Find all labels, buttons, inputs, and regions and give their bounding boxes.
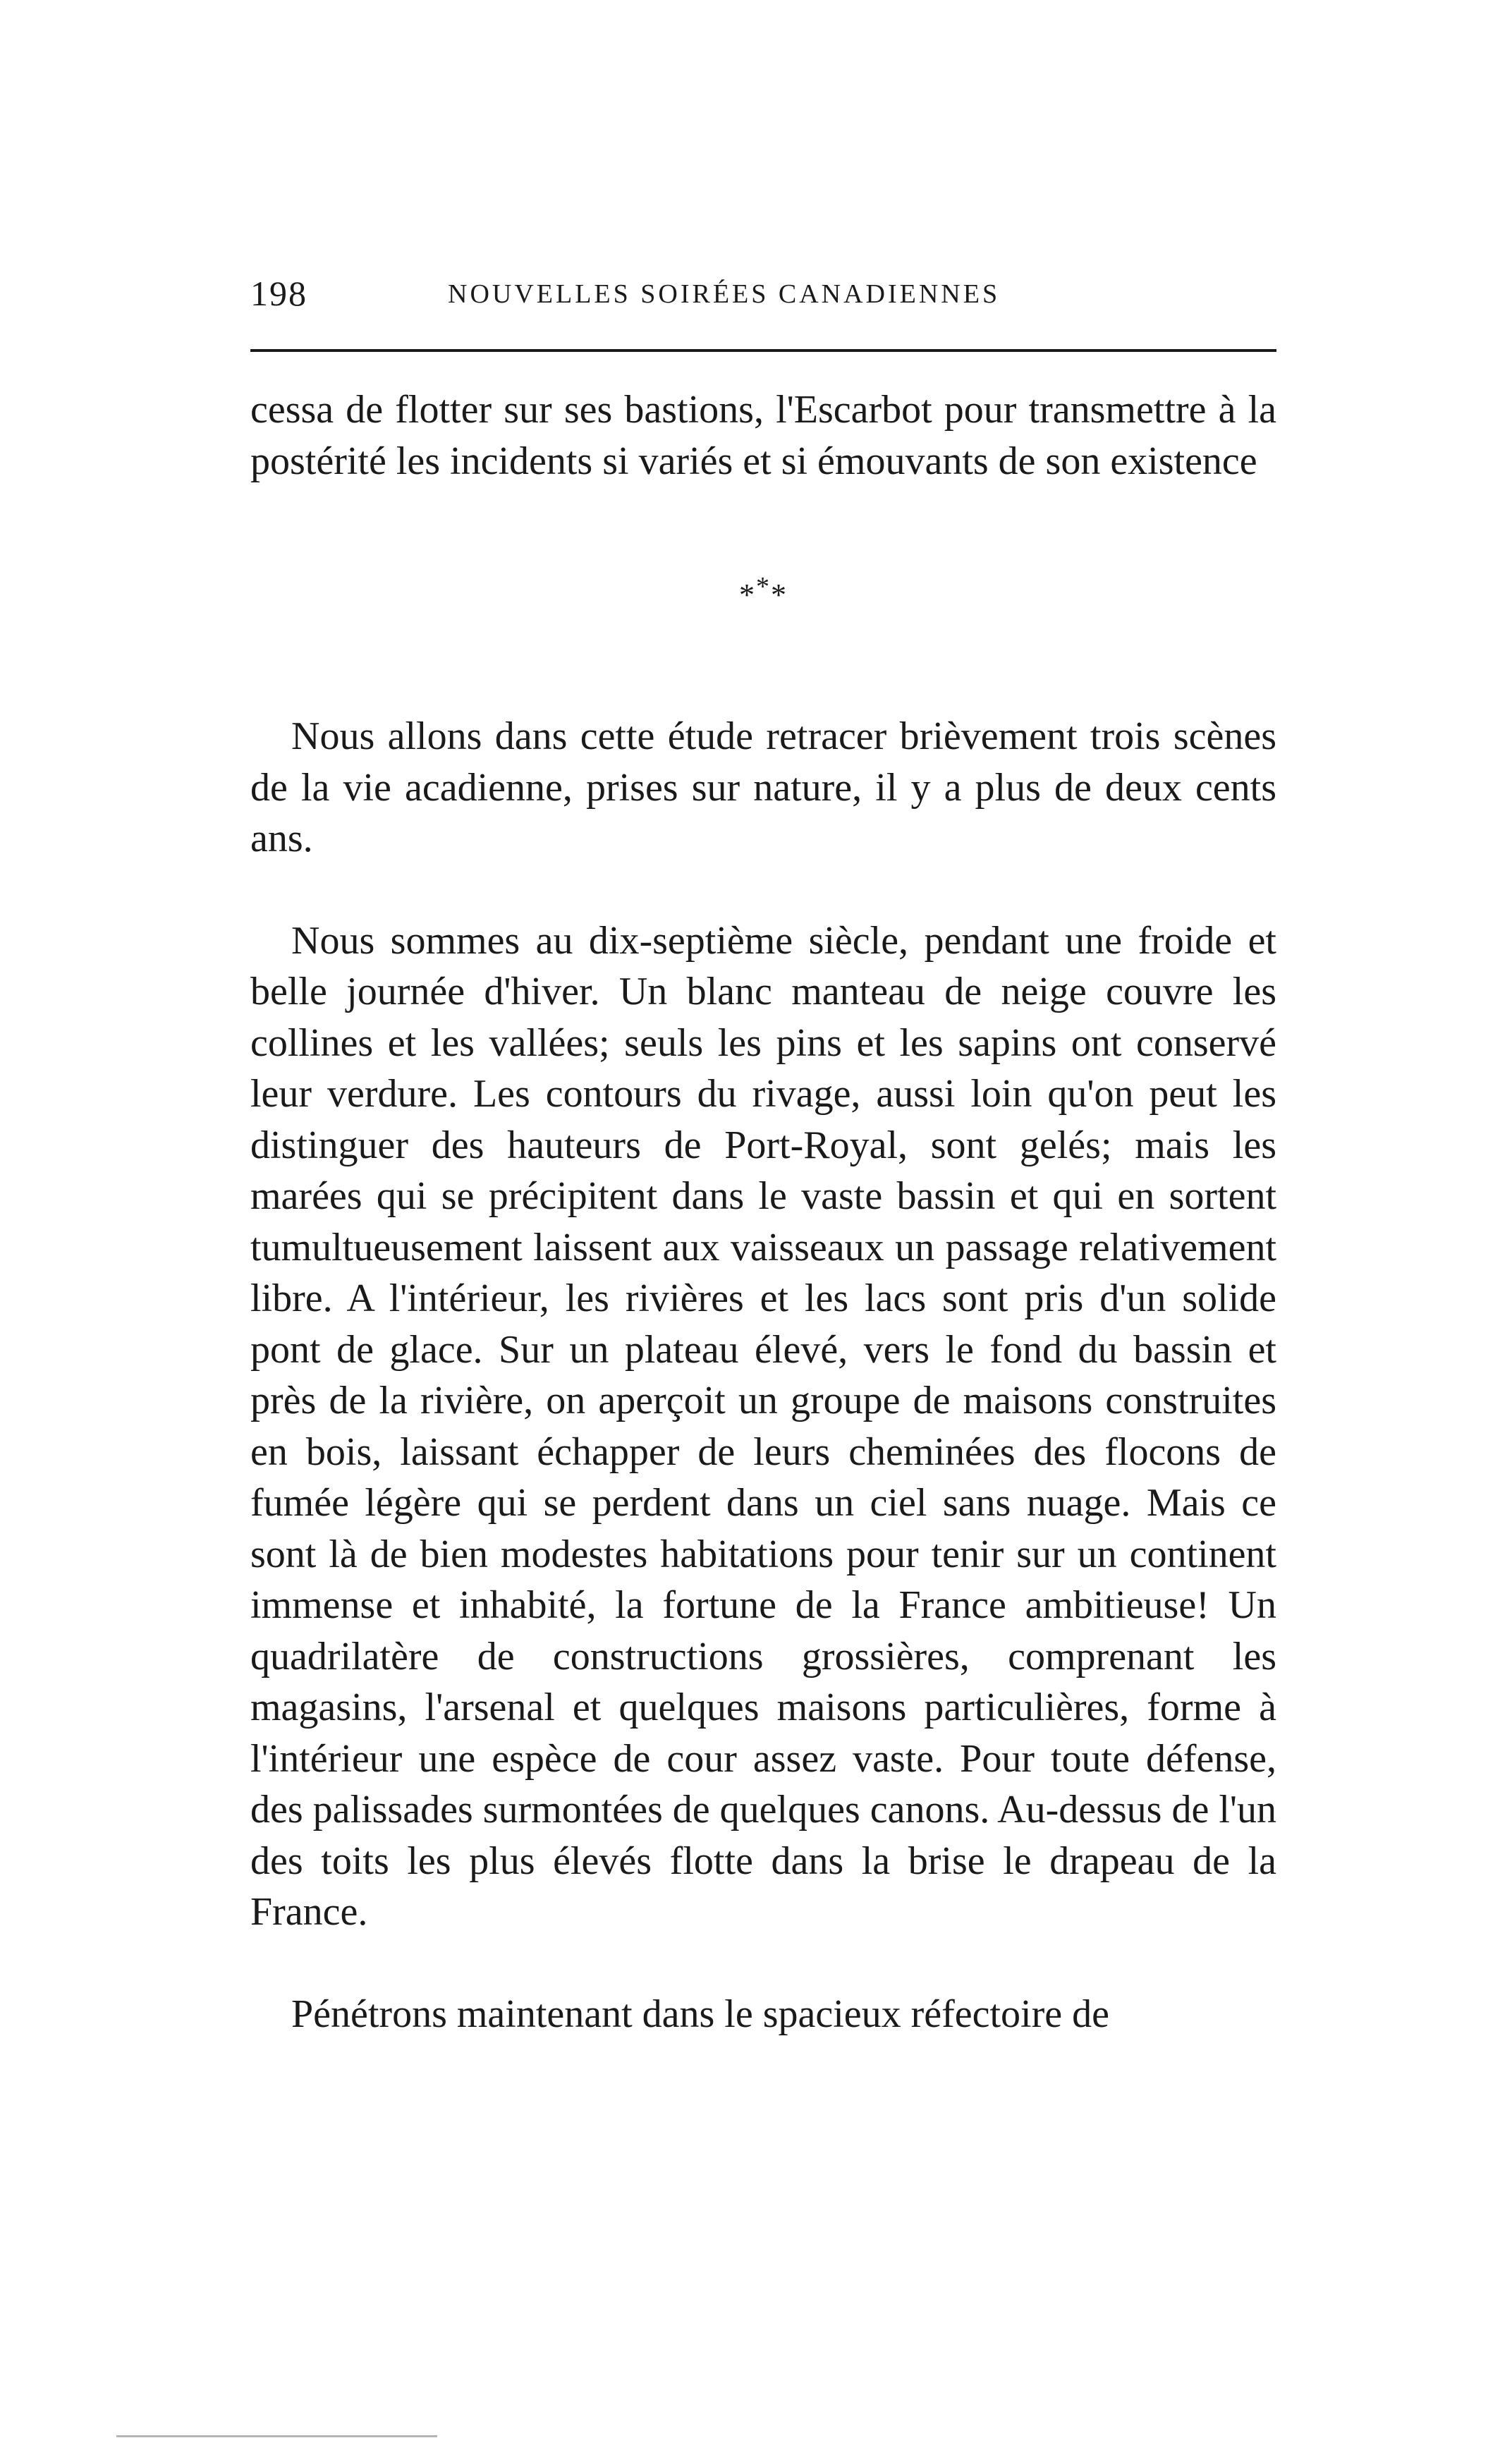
ornament-star-right: * <box>771 578 788 612</box>
paragraph-gap <box>250 1938 1276 1989</box>
bottom-edge-mark <box>116 2435 437 2437</box>
ornament-star-top: * <box>756 572 771 602</box>
header-rule <box>250 349 1276 352</box>
running-title: NOUVELLES SOIRÉES CANADIENNES <box>448 279 1001 309</box>
page-header <box>250 272 1276 315</box>
paragraph-continued: cessa de flotter sur ses bastions, l'Escarbot pour transmettre à la postérité les incidents si variés et si émouvants de son existence <box>250 388 1276 483</box>
paragraph-main: Nous sommes au dix-septième siècle, pendant une froide et belle journée d'hiver. Un blanc manteau de neige couvre les collines et les vallées; seuls les pins et les sapins ont conservé leur verdure. Les contours du rivage, aussi loin qu'on peut les distinguer des hauteurs de Port-Royal, sont gelés; mais les marées qui se précipitent dans le vaste bassin et qui en sortent tumultueusement laissent aux vaisseaux un passage relativement libre. A l'intérieur, les rivières et les lacs sont pris d'un solide pont de glace. Sur un plateau élevé, vers le fond du bassin et près de la rivière, on aperçoit un groupe de maisons construites en bois, laissant échapper de leurs cheminées des flocons de fumée légère qui se perdent dans un ciel sans nuage. Mais ce sont là de bien modestes habitations pour tenir sur un continent immense et inhabité, la fortune de la France ambitieuse! Un quadrilatère de constructions grossières, comprenant les magasins, l'arsenal et quelques maisons particulières, forme à l'intérieur une espèce de cour assez vaste. Pour toute défense, des palissades surmontées de quelques canons. Au-dessus de l'un des toits les plus élevés flotte dans la brise le drapeau de la France. <box>250 918 1276 1934</box>
paragraph-intro: Nous allons dans cette étude retracer brièvement trois scènes de la vie acadienne, prises sur nature, il y a plus de deux cents ans. <box>250 714 1276 860</box>
section-ornament <box>250 572 1276 612</box>
ornament-star-left: * <box>739 578 756 612</box>
paragraph-gap <box>250 865 1276 915</box>
paragraph-last: Pénétrons maintenant dans le spacieux réfectoire de <box>291 1992 1109 2036</box>
page-number: 198 <box>250 274 307 313</box>
body-text <box>250 384 1276 2040</box>
